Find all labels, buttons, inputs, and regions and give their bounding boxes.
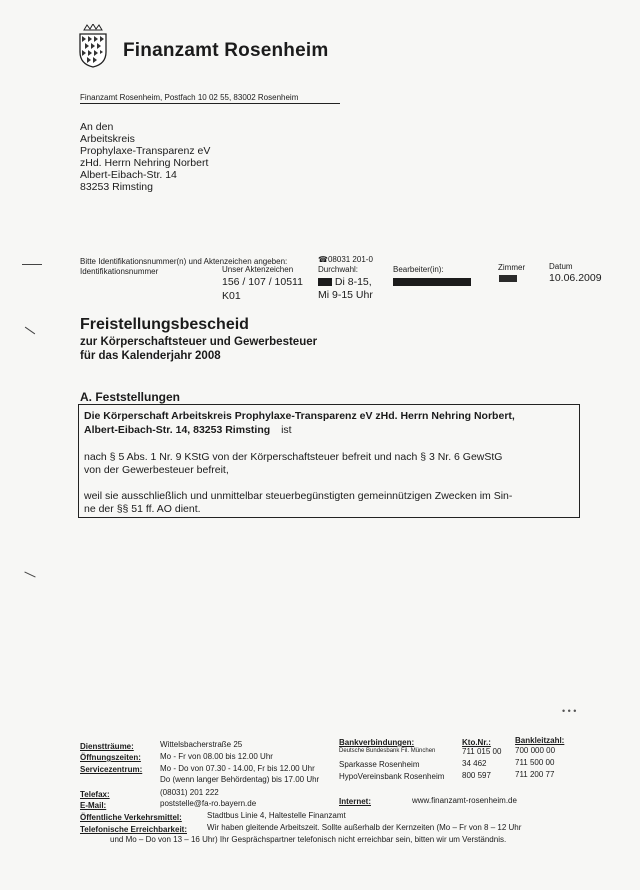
findings-line: weil sie ausschließlich und unmittelbar steuerbegünstigten gemeinnützigen Zwecken im Sin- (84, 490, 513, 502)
bank-blz: 711 200 77 (515, 770, 555, 779)
dial-hours-line: Di 8-15, (318, 276, 372, 289)
footer-erreichbarkeit-value-2: und Mo – Do von 13 – 16 Uhr) Ihr Gesprächspartner telefonisch nicht erreichbar sein, bitten wir um Verständnis. (110, 835, 507, 844)
footer-telefax-value: (08031) 201 222 (160, 788, 219, 797)
bank-blz: 711 500 00 (515, 758, 555, 767)
footer-blz-label: Bankleitzahl: (515, 736, 565, 745)
clerk-label: Bearbeiter(in): (393, 265, 444, 274)
footer-erreichbarkeit-value: Wir haben gleitende Arbeitszeit. Sollte außerhalb der Kernzeiten (Mo – Fr von 8 – 12 Uhr (207, 823, 522, 832)
findings-line: Albert-Eibach-Str. 14, 83253 Rimsting ist (84, 424, 292, 436)
footer-servicezentrum-value-2: Do (wenn langer Behördentag) bis 17.00 Uhr (160, 775, 320, 784)
sender-underline (80, 103, 340, 104)
footer-servicezentrum-label: Servicezentrum: (80, 765, 143, 774)
bank-name: Deutsche Bundesbank Fil. München (339, 748, 436, 754)
bank-blz: 700 000 00 (515, 746, 556, 755)
footer-telefax-label: Telefax: (80, 790, 110, 799)
bavaria-crest-icon (78, 24, 108, 68)
bank-name: Sparkasse Rosenheim (339, 760, 420, 769)
footer-bank-label: Bankverbindungen: (339, 738, 415, 747)
footer-servicezentrum-value: Mo - Do von 07.30 - 14.00, Fr bis 12.00 Uhr (160, 764, 315, 773)
hole-punch-mark (25, 327, 35, 335)
footer-erreichbarkeit-label: Telefonische Erreichbarkeit: (80, 825, 187, 834)
sender-return-address: Finanzamt Rosenheim, Postfach 10 02 55, 83002 Rosenheim (80, 93, 299, 102)
findings-line: Die Körperschaft Arbeitskreis Prophylaxe-Transparenz eV zHd. Herrn Nehring Norbert, (84, 410, 515, 422)
recipient-line: Arbeitskreis (80, 133, 135, 145)
document-title: Freistellungsbescheid (80, 316, 249, 333)
footer-internet-value[interactable]: www.finanzamt-rosenheim.de (412, 796, 517, 805)
document-subtitle-year: für das Kalenderjahr 2008 (80, 350, 221, 362)
room-label: Zimmer (498, 263, 526, 272)
recipient-line: zHd. Herrn Nehring Norbert (80, 157, 209, 169)
section-heading: A. Feststellungen (80, 390, 181, 404)
footer-email-value[interactable]: poststelle@fa-ro.bayern.de (160, 799, 257, 808)
reference-prompt: Bitte Identifikationsnummer(n) und Aktenzeichen angeben: (80, 257, 288, 266)
redacted-clerk-name (393, 278, 471, 286)
scan-dots: • • • (562, 706, 577, 716)
footer-kto-label: Kto.Nr.: (462, 738, 491, 747)
phone-number: ☎08031 201-0 (318, 255, 373, 264)
date-label: Datum (549, 262, 573, 271)
dial-label: Durchwahl: (318, 265, 359, 274)
footer-verkehr-value: Stadtbus Linie 4, Haltestelle Finanzamt (207, 811, 346, 820)
document-subtitle: zur Körperschaftsteuer und Gewerbesteuer (80, 336, 318, 348)
footer-oeffnungszeiten-value: Mo - Fr von 08.00 bis 12.00 Uhr (160, 752, 273, 761)
id-number-label: Identifikationsnummer (80, 267, 159, 276)
footer-internet-label: Internet: (339, 797, 371, 806)
redacted-room (499, 275, 517, 282)
findings-line: von der Gewerbesteuer befreit, (84, 464, 229, 476)
bank-kto: 34 462 (462, 759, 487, 768)
file-number-value: 156 / 107 / 10511 (222, 276, 303, 288)
recipient-line: Albert-Eibach-Str. 14 (80, 169, 177, 181)
footer-oeffnungszeiten-label: Öffnungszeiten: (80, 753, 141, 762)
footer-email-label: E-Mail: (80, 801, 107, 810)
findings-box (78, 404, 580, 518)
file-number-suffix: K01 (222, 290, 241, 302)
bank-kto: 711 015 00 (462, 747, 502, 756)
footer-dienstraeume-label: Dienstträume: (80, 742, 134, 751)
file-number-label: Unser Aktenzeichen (222, 265, 294, 274)
findings-line: nach § 5 Abs. 1 Nr. 9 KStG von der Körperschaftsteuer befreit und nach § 3 Nr. 6 GewStG (84, 451, 503, 463)
date-value: 10.06.2009 (549, 272, 602, 284)
hole-punch-mark (24, 572, 35, 578)
footer-verkehr-label: Öffentliche Verkehrsmittel: (80, 813, 182, 822)
recipient-line: Prophylaxe-Transparenz eV (80, 145, 211, 157)
bank-kto: 800 597 (462, 771, 491, 780)
recipient-line: An den (80, 121, 114, 133)
office-name: Finanzamt Rosenheim (123, 40, 329, 61)
redacted-extension (318, 278, 332, 286)
dial-hours-line-2: Mi 9-15 Uhr (318, 289, 373, 301)
recipient-line: 83253 Rimsting (80, 181, 153, 193)
bank-name: HypoVereinsbank Rosenheim (339, 772, 445, 781)
findings-line: ne der §§ 51 ff. AO dient. (84, 503, 201, 515)
fold-mark (22, 264, 42, 265)
footer-dienstraeume-value: Wittelsbacherstraße 25 (160, 740, 243, 749)
